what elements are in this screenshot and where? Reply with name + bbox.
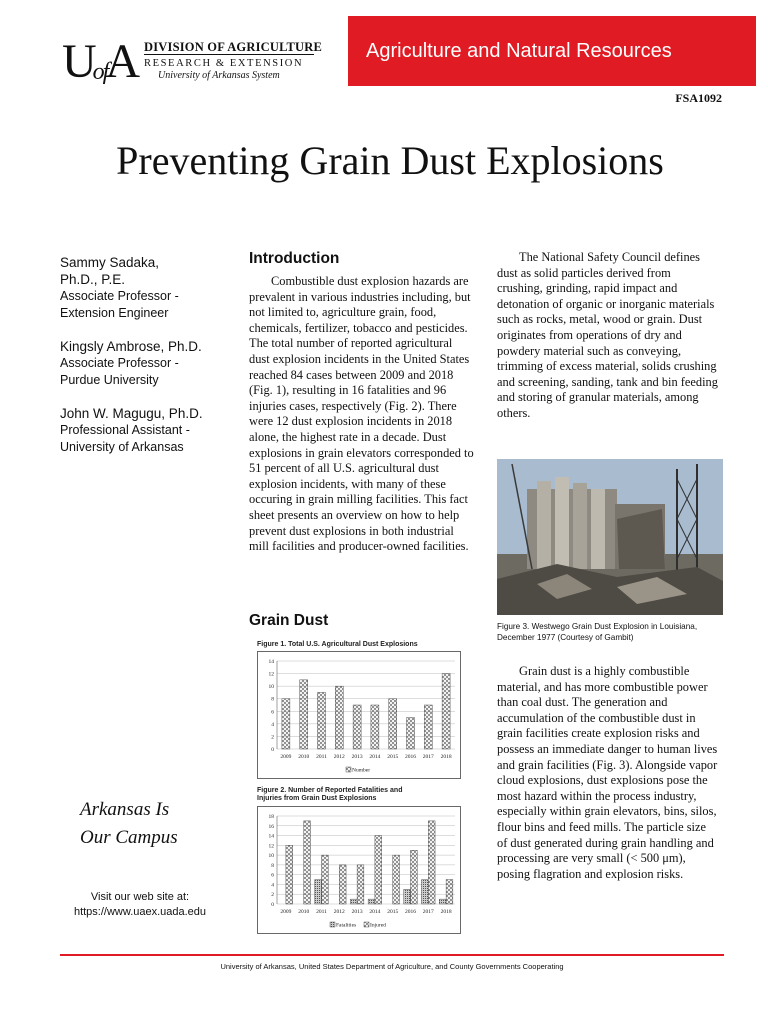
figure-1-chart: [257, 651, 461, 779]
footer-rule: [60, 954, 724, 956]
bar-injured-2017: [428, 821, 435, 904]
legend-label: Fatalities: [336, 922, 357, 929]
website-link[interactable]: https://www.uaex.uada.edu: [73, 906, 207, 918]
doc-id: FSA1092: [675, 91, 722, 105]
y-tick-label: 14: [268, 659, 274, 665]
author-1: [60, 254, 240, 322]
x-tick-label: 2013: [351, 909, 363, 915]
dust-definition-text: The National Safety Council defines dust as solid particles derived from crushing, grinding, rapid impact and detonation of organic or inorganic materials such as rocks, metal, wood or grain. Dust originates from operations of dry and powdery material such as conveying, trimming of excess material, solids crushing and screening, sanding, tank and bin feeding and storing of granular materials, among others.: [497, 250, 718, 420]
x-tick-label: 2010: [298, 754, 310, 760]
x-tick-label: 2012: [333, 754, 345, 760]
bar-injured-2018: [446, 880, 453, 904]
banner-label: Agriculture and Natural Resources: [366, 39, 672, 62]
y-tick-label: 18: [268, 814, 274, 820]
y-tick-label: 6: [271, 872, 274, 879]
bar-injured-2009: [286, 845, 293, 904]
bar-number-2016: [406, 718, 414, 749]
program-banner: [348, 16, 756, 86]
y-tick-label: 10: [268, 853, 274, 860]
y-tick-label: 6: [271, 709, 274, 716]
author-title: Purdue University: [60, 373, 159, 387]
author-name: John W. Magugu, Ph.D.: [60, 406, 203, 421]
y-tick-label: 0: [271, 902, 274, 908]
x-tick-label: 2014: [369, 909, 381, 915]
figure-1-caption: Figure 1. Total U.S. Agricultural Dust Explosions: [257, 641, 418, 648]
bar-injured-2010: [304, 821, 311, 904]
y-tick-label: 8: [271, 696, 274, 703]
explosion-photo-illustration: [497, 459, 723, 615]
y-tick-label: 0: [271, 747, 274, 753]
y-tick-label: 10: [268, 684, 274, 691]
bar-number-2012: [335, 686, 343, 749]
author-title: University of Arkansas: [60, 440, 184, 454]
x-tick-label: 2013: [351, 754, 363, 760]
author-name: Kingsly Ambrose, Ph.D.: [60, 339, 202, 354]
logo-division: DIVISION OF AGRICULTURE: [144, 40, 323, 54]
bar-number-2010: [300, 680, 308, 749]
visit-label: Visit our web site at:: [90, 891, 190, 903]
page-title: Preventing Grain Dust Explosions: [116, 138, 664, 183]
x-tick-label: 2011: [316, 754, 327, 760]
bar-number-2011: [317, 692, 325, 749]
legend-swatch: [346, 767, 351, 772]
logo-mark: $U^{of}A$: [62, 35, 139, 88]
legend-label: Number: [352, 767, 371, 774]
figure-3-caption: Figure 3. Westwego Grain Dust Explosion in Louisiana, December 1977 (Courtesy of Gambit): [497, 622, 698, 642]
author-title: Associate Professor -: [60, 356, 179, 370]
y-tick-label: 8: [271, 862, 274, 869]
legend-label: Injured: [370, 922, 386, 929]
bar-fatalities-2014: [368, 899, 375, 904]
x-tick-label: 2009: [280, 909, 292, 915]
bar-fatalities-2011: [315, 880, 322, 904]
author-3: [60, 405, 240, 456]
dust-definition-section: [497, 250, 719, 422]
intro-heading: Introduction: [249, 250, 340, 267]
campus-slogan: [80, 796, 178, 852]
legend-swatch: [330, 922, 335, 927]
x-tick-label: 2010: [298, 909, 310, 915]
bar-injured-2014: [375, 836, 382, 904]
bar-number-2013: [353, 705, 361, 749]
grain-dust-text: Grain dust is a highly combustible material, and has more combustible power than coal dust. The generation and accumulation of the combustible dust in grain facilities create explosion risks and possess an immediate danger to human lives and grain facilities (Fig. 3). Alongside vapor cloud explosions, dust explosions pose the most hazard within the process industry, especially within grain elevators, bins, silos, flour bins and feed mills. The particle size of dust generated during grain handling and processing are very small (< 500 μm), posing flagration and explosion risks.: [497, 664, 718, 881]
x-tick-label: 2017: [422, 909, 434, 915]
author-name: Ph.D., P.E.: [60, 272, 126, 287]
bar-fatalities-2018: [439, 899, 446, 904]
x-tick-label: 2018: [440, 754, 452, 760]
bar-fatalities-2013: [350, 899, 357, 904]
figure-2-chart: [257, 806, 461, 934]
intro-section: [249, 250, 475, 555]
x-tick-label: 2016: [405, 754, 416, 760]
x-tick-label: 2015: [387, 909, 399, 915]
grain-dust-section: [497, 664, 719, 882]
bar-injured-2015: [393, 855, 400, 904]
figure-2-caption: Figure 2. Number of Reported Fatalities and Injuries from Grain Dust Explosions: [257, 787, 403, 802]
grain-dust-heading: Grain Dust: [249, 612, 329, 629]
author-list: [60, 254, 240, 472]
x-tick-label: 2018: [440, 909, 452, 915]
explosion-photo: [497, 459, 723, 615]
x-tick-label: 2011: [316, 909, 327, 915]
y-tick-label: 14: [268, 833, 274, 840]
bar-number-2017: [424, 705, 432, 749]
bar-number-2014: [371, 705, 379, 749]
visit-website: [60, 890, 220, 920]
y-tick-label: 4: [271, 882, 274, 889]
x-tick-label: 2012: [333, 909, 345, 915]
author-name: Sammy Sadaka,: [60, 255, 160, 270]
campus-line: Our Campus: [80, 827, 178, 848]
logo-text: [144, 40, 322, 81]
bar-fatalities-2017: [422, 880, 429, 904]
x-tick-label: 2015: [387, 754, 399, 760]
bar-fatalities-2016: [404, 889, 411, 904]
author-title: Professional Assistant -: [60, 423, 190, 437]
uada-logo: [62, 35, 323, 90]
author-2: [60, 338, 240, 389]
bar-injured-2016: [411, 850, 418, 904]
y-tick-label: 4: [271, 721, 274, 728]
footer-text: University of Arkansas, United States Department of Agriculture, and County Governments Cooperating: [220, 962, 564, 971]
campus-line: Arkansas Is: [80, 799, 170, 820]
bar-number-2018: [442, 674, 450, 749]
bar-number-2015: [389, 699, 397, 749]
bar-injured-2012: [339, 865, 346, 904]
bar-injured-2011: [322, 855, 329, 904]
logo-research: RESEARCH & EXTENSION: [144, 58, 304, 69]
logo-rule: [144, 54, 314, 55]
y-tick-label: 16: [268, 823, 274, 830]
y-tick-label: 12: [268, 671, 274, 678]
legend-swatch: [364, 922, 369, 927]
author-title: Associate Professor -: [60, 289, 179, 303]
author-title: Extension Engineer: [60, 306, 169, 320]
y-tick-label: 12: [268, 843, 274, 850]
x-tick-label: 2009: [280, 754, 292, 760]
bar-number-2009: [282, 699, 290, 749]
intro-text: Combustible dust explosion hazards are prevalent in various industries including, but not limited to, agriculture grain, food, chemicals, fertilizer, tobacco and pesticides. The total number of reported agricultural dust explosion incidents in the United States reached 84 cases between 2009 and 2018 (Fig. 1), resulting in 16 fatalities and 96 injuries cases, respectively (Fig. 2). There were 12 dust explosion incidents in 2018 alone, the highest rate in a decade. Dust explosions in grain elevators corresponded to 51 percent of all U.S. agricultural dust explosion incidents, with many of these occuring in grain milling facilities. This fact sheet presents an overview on how to help prevent dust explosions in both industrial mill facilities and producer-owned facilities.: [249, 274, 474, 554]
x-tick-label: 2017: [422, 754, 434, 760]
y-tick-label: 2: [271, 734, 274, 741]
logo-system: University of Arkansas System: [158, 70, 280, 81]
y-tick-label: 2: [271, 892, 274, 899]
x-tick-label: 2014: [369, 754, 381, 760]
x-tick-label: 2016: [405, 909, 416, 915]
bar-injured-2013: [357, 865, 364, 904]
